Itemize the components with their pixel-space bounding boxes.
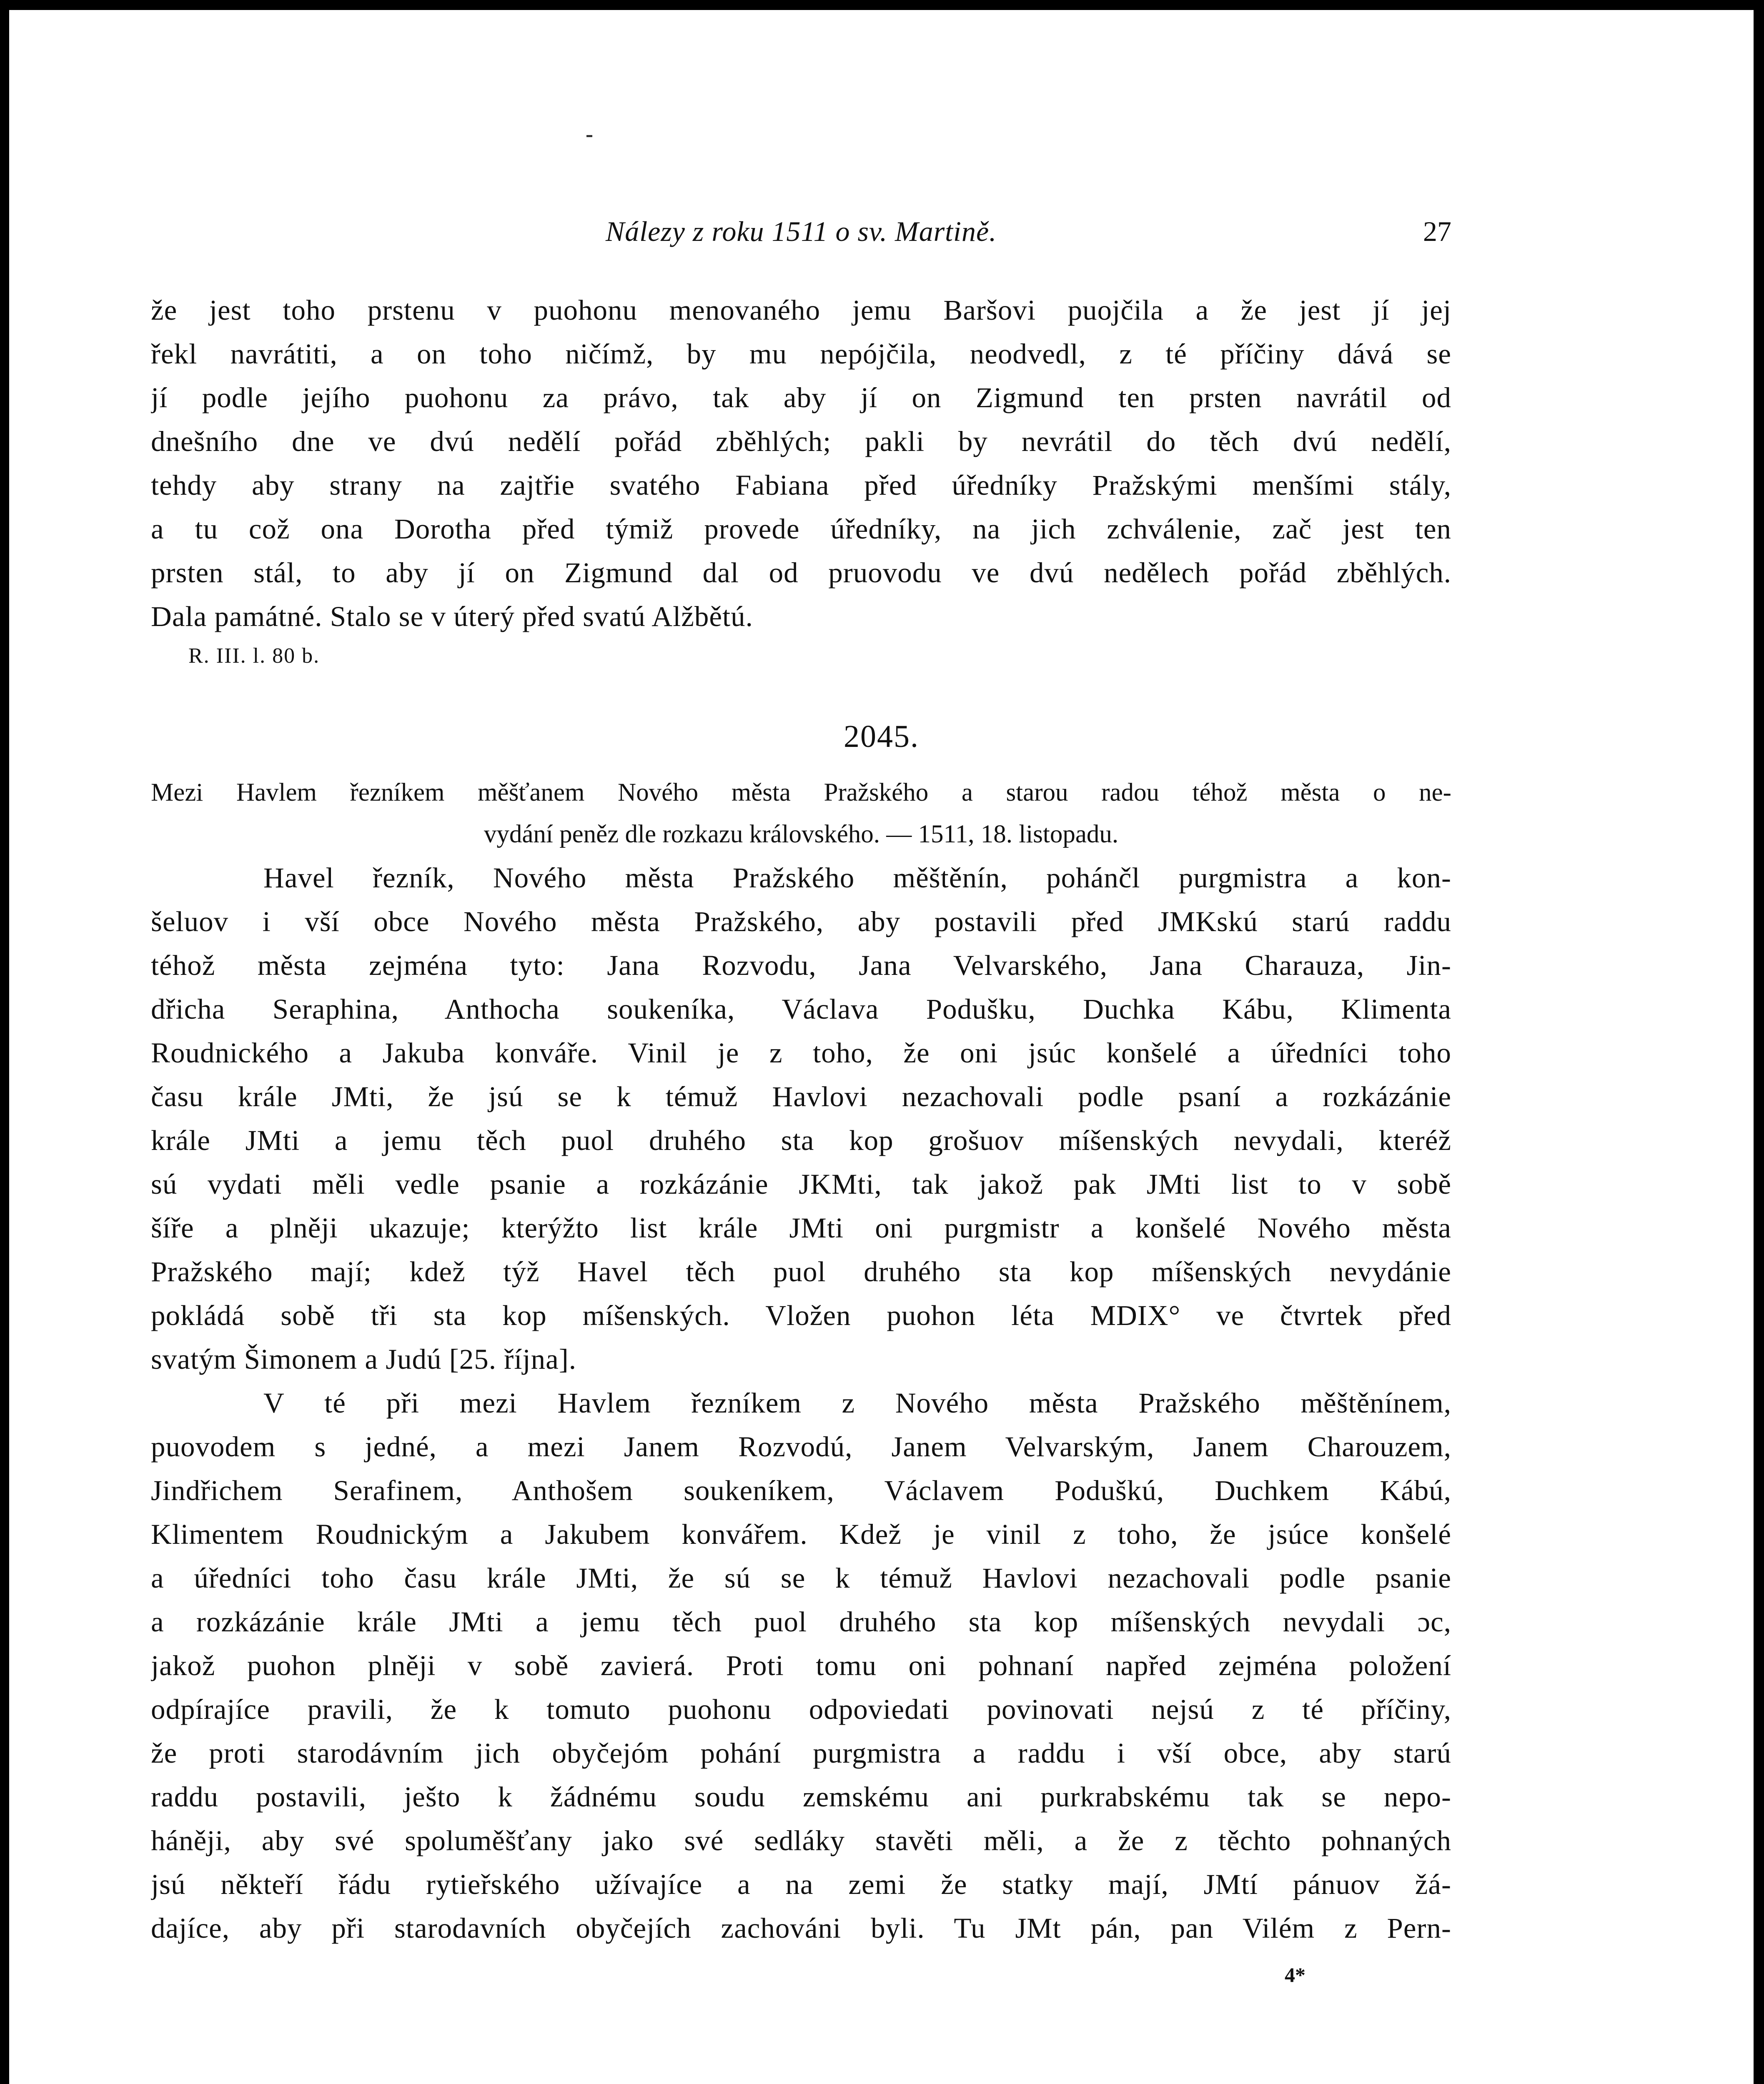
source-reference: R. III. l. 80 b. (188, 644, 320, 668)
signature-mark: 4* (1285, 1963, 1305, 1986)
text-line: dnešního dne ve dvú nedělí pořád zběhlých; pakli by nevrátil do těch dvú nedělí, (151, 426, 1451, 457)
print-speck (586, 135, 592, 137)
text-line: Roudnického a Jakuba konváře. Vinil je z toho, že oni jsúc konšelé a úředníci toho (151, 1037, 1451, 1069)
text-line: dajíce, aby při starodavních obyčejích zachováni byli. Tu JMt pán, pan Vilém z Pern- (151, 1912, 1451, 1944)
text-line: dřicha Seraphina, Anthocha soukeníka, Václava Podušku, Duchka Kábu, Klimenta (151, 993, 1451, 1025)
text-line: jí podle jejího puohonu za právo, tak aby jí on Zigmund ten prsten navrátil od (151, 382, 1451, 413)
regest-line: vydání peněz dle rozkazu královského. — 1511, 18. listopadu. (484, 820, 1119, 848)
text-line: odpírajíce pravili, že k tomuto puohonu odpoviedati povinovati nejsú z té příčiny, (151, 1693, 1451, 1725)
text-line: času krále JMti, že jsú se k témuž Havlovi nezachovali podle psaní a rozkázánie (151, 1081, 1451, 1112)
text-line: a úředníci toho času krále JMti, že sú se k témuž Havlovi nezachovali podle psanie (151, 1562, 1451, 1594)
intro-text (151, 288, 1451, 639)
page (9, 10, 1754, 2084)
regest-line: Mezi Havlem řezníkem měšťanem Nového města Pražského a starou radou téhož města o ne- (151, 779, 1451, 807)
text-line: Jindřichem Serafinem, Anthošem soukeníkem, Václavem Poduškú, Duchkem Kábú, (151, 1475, 1451, 1506)
text-line: a tu což ona Dorotha před týmiž provede úředníky, na jich zchválenie, zač jest ten (151, 513, 1451, 545)
text-line: krále JMti a jemu těch puol druhého sta kop grošuov míšenských nevydali, kteréž (151, 1125, 1451, 1156)
text-line: sú vydati měli vedle psanie a rozkázánie JKMti, tak jakož pak JMti list to v sobě (151, 1168, 1451, 1200)
text-line: šíře a plněji ukazuje; kterýžto list krále JMti oni purgmistr a konšelé Nového města (151, 1212, 1451, 1244)
text-line: řekl navrátiti, a on toho ničímž, by mu nepójčila, neodvedl, z té příčiny dává se (151, 338, 1451, 370)
text-line: háněji, aby své spoluměšťany jako své sedláky stavěti měli, a že z těchto pohnaných (151, 1825, 1451, 1856)
text-line: V té při mezi Havlem řezníkem z Nového města Pražského měštěnínem, (263, 1387, 1451, 1419)
text-line: raddu postavili, ješto k žádnému soudu zemskému ani purkrabskému tak se nepo- (151, 1781, 1451, 1813)
text-line: jsú někteří řádu rytieřského užívajíce a na zemi že statky mají, JMtí pánuov žá- (151, 1869, 1451, 1900)
text-line: jakož puohon plněji v sobě zavierá. Proti tomu oni pohnaní napřed zejména položení (151, 1650, 1451, 1681)
running-title: Nálezy z roku 1511 o sv. Martině. (605, 215, 997, 247)
paragraph-1 (151, 856, 1451, 1381)
paragraph-2 (151, 1381, 1451, 1950)
text-line: Klimentem Roudnickým a Jakubem konvářem. Kdež je vinil z toho, že jsúce konšelé (151, 1518, 1451, 1550)
text-line: šeluov i vší obce Nového města Pražského, aby postavili před JMKskú starú raddu (151, 906, 1451, 937)
text-line: Pražského mají; kdež týž Havel těch puol druhého sta kop míšenských nevydánie (151, 1256, 1451, 1287)
text-line: téhož města zejména tyto: Jana Rozvodu, Jana Velvarského, Jana Charauza, Jin- (151, 949, 1451, 981)
page-header (151, 215, 1451, 261)
text-line: Dala památné. Stalo se v úterý před svatú Alžbětú. (151, 601, 753, 632)
text-line: prsten stál, to aby jí on Zigmund dal od pruovodu ve dvú nedělech pořád zběhlých. (151, 557, 1451, 589)
document-number: 2045. (844, 719, 919, 754)
text-line: tehdy aby strany na zajtřie svatého Fabiana před úředníky Pražskými menšími stály, (151, 469, 1451, 501)
text-line: puovodem s jedné, a mezi Janem Rozvodú, Janem Velvarským, Janem Charouzem, (151, 1431, 1451, 1463)
page-number: 27 (1423, 215, 1451, 247)
text-line: že jest toho prstenu v puohonu menovaného jemu Baršovi puojčila a že jest jí jej (151, 294, 1451, 326)
text-line: a rozkázánie krále JMti a jemu těch puol druhého sta kop míšenských nevydali ɔc, (151, 1606, 1451, 1638)
text-line: pokládá sobě tři sta kop míšenských. Vložen puohon léta MDIX° ve čtvrtek před (151, 1300, 1451, 1331)
text-line: svatým Šimonem a Judú [25. října]. (151, 1343, 576, 1375)
text-line: že proti starodávním jich obyčejóm pohání purgmistra a raddu i vší obce, aby starú (151, 1737, 1451, 1769)
document-regest (151, 772, 1451, 855)
text-line: Havel řezník, Nového města Pražského měštěnín, pohánčl purgmistra a kon- (263, 862, 1451, 894)
